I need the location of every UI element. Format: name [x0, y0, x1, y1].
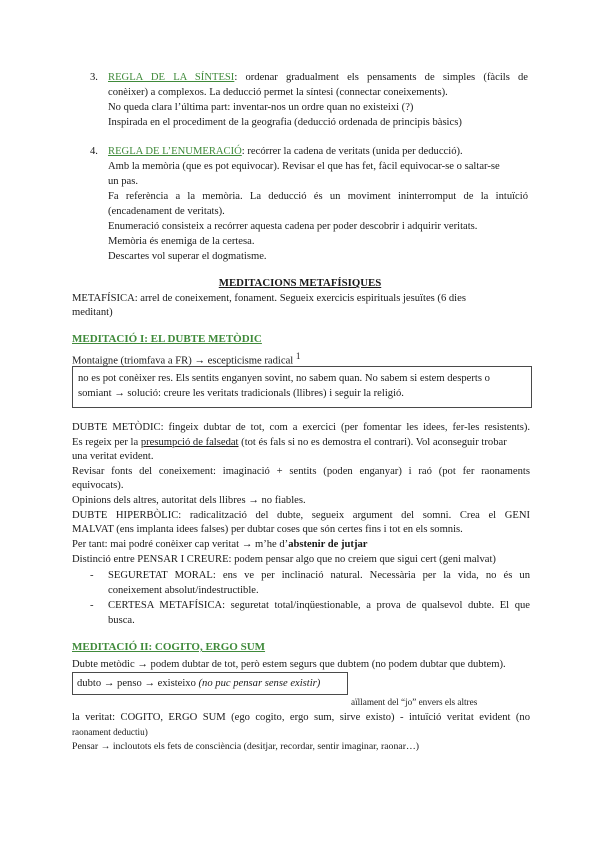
rule3-line2: conèixer) a complexos. La deducció permet la síntesi (connectar coneixements). — [108, 87, 448, 98]
rule4-first-line — [108, 145, 463, 158]
per-tant-line — [72, 538, 367, 551]
rule4-line3: un pas. — [108, 176, 139, 187]
rule4-line5: (encadenament de veritats). — [108, 206, 225, 217]
rule4-line6: Enumeració consisteix a recórrer aquesta cadena per poder descobrir i adquirir veritats. — [108, 221, 478, 232]
rule3-title: REGLA DE LA SÍNTESI — [108, 72, 235, 83]
dubte-hiperbolic-line: DUBTE HIPERBÒLIC: radicalització del dubte, segueix argument del somni. Crea el GENI — [72, 510, 530, 521]
cogito-box-text — [77, 677, 320, 690]
pensar-creure-line: Distinció entre PENSAR I CREURE: podem pensar algo que no creiem que sigui cert (geni malvat) — [72, 554, 496, 565]
dubte-metodic-2-line: Dubte metòdic → podem dubtar de tot, però estem segurs que dubtem (no podem dubtar que dubtem). — [72, 659, 506, 670]
rule4-line8: Descartes vol superar el dogmatisme. — [108, 251, 267, 262]
per-tant-text: Per tant: mai podré conèixer cap veritat → m’he d’ — [72, 539, 289, 550]
montaigne-line — [72, 350, 300, 368]
raonament-line: raonament deductiu) — [72, 727, 148, 737]
certesa-metafisica-line1: CERTESA METAFÍSICA: seguretat total/inqüestionable, a prova de qualsevol dubte. El que — [108, 600, 530, 611]
presumpcio-text-b: (tot és fals si no es demostra el contrari). Vol aconseguir trobar — [238, 437, 507, 448]
geni-malvat-line: MALVAT (ens implanta idees falses) per dubtar coses que són certes fins i tot en els somnis. — [72, 524, 463, 535]
cogito-line: la veritat: COGITO, ERGO SUM (ego cogito, ergo sum, sirve existo) - intuïció veritat evident (no — [72, 712, 530, 723]
rule3-text: : ordenar gradualment els pensaments de simples (fàcils de — [234, 72, 528, 83]
meditacio2-heading: MEDITACIÓ II: COGITO, ERGO SUM — [72, 641, 266, 653]
box-line2: somiant → solució: creure les veritats tradicionals (llibres) i seguir la religió. — [78, 388, 404, 399]
abstenir-jutjar: abstenir de jutjar — [288, 539, 368, 550]
rule4-line4: Fa referència a la memòria. La deducció és un moviment ininterromput de la intuïció — [108, 191, 528, 202]
seguretat-moral-line2: coneixement absolut/indestructible. — [108, 585, 259, 596]
equivocats-line: equivocats). — [72, 480, 124, 491]
rule4-line7: Memòria és enemiga de la certesa. — [108, 236, 255, 247]
metafisica-line1: METAFÍSICA: arrel de coneixement, fonament. Segueix exercicis espirituals jesuïtes (6 dies — [72, 293, 466, 304]
presumpcio-text-a: Es regeix per la — [72, 437, 141, 448]
bullet-2-mark: - — [90, 600, 94, 611]
footnote-marker: 1 — [295, 351, 301, 361]
rule3-line3: No queda clara l’última part: inventar-nos un ordre quan no existeixi (?) — [108, 102, 414, 113]
seguretat-moral-line1: SEGURETAT MORAL: ens ve per inclinació natural. Necessària per la vida, no és un — [108, 570, 530, 581]
rule4-number: 4. — [90, 146, 98, 157]
presumpcio-underlined: presumpció de falsedat — [140, 437, 239, 448]
veritat-evident-line: una veritat evident. — [72, 451, 154, 462]
dubte-metodic-line: DUBTE METÒDIC: fingeix dubtar de tot, com a exercici (per fomentar les idees, fer-les resistents). — [72, 422, 530, 433]
rule3-number: 3. — [90, 72, 98, 83]
box-line1: no es pot conèixer res. Els sentits enganyen sovint, no sabem quan. No sabem si estem desperts o — [78, 373, 490, 384]
meditacio1-heading: MEDITACIÓ I: EL DUBTE METÒDIC — [72, 333, 262, 345]
revisar-fonts-line: Revisar fonts del coneixement: imaginació + sentits (poden enganyar) i raó (pot fer raonaments — [72, 466, 530, 477]
opinions-line: Opinions dels altres, autoritat dels llibres → no fiables. — [72, 495, 306, 506]
rule4-line2: Amb la memòria (que es pot equivocar). Revisar el que has fet, fàcil equivocar-se o saltar-se — [108, 161, 500, 172]
rule3-first-line — [108, 71, 528, 84]
cogito-box-italic: (no puc pensar sense existir) — [198, 678, 321, 689]
metafisica-line2: meditant) — [72, 307, 113, 318]
presumpcio-line — [72, 436, 507, 449]
rule4-title: REGLA DE L’ENUMERACIÓ — [108, 146, 242, 157]
certesa-metafisica-line2: busca. — [108, 615, 135, 626]
bullet-1-mark: - — [90, 570, 94, 581]
cogito-box-plain: dubto → penso → existeixo — [77, 678, 199, 689]
rule4-text: : recórrer la cadena de veritats (unida per deducció). — [241, 146, 463, 157]
aillament-note: aïllament del “jo” envers els altres — [351, 697, 478, 707]
meditacions-title: MEDITACIONS METAFÍSIQUES — [218, 277, 382, 289]
pensar-line: Pensar → incloutots els fets de consciència (desitjar, recordar, sentir imaginar, raonar…) — [72, 741, 420, 752]
montaigne-text: Montaigne (triomfava a FR) → escepticisme radical — [72, 355, 294, 367]
rule3-line4: Inspirada en el procediment de la geografia (deducció ordenada de principis bàsics) — [108, 117, 462, 128]
